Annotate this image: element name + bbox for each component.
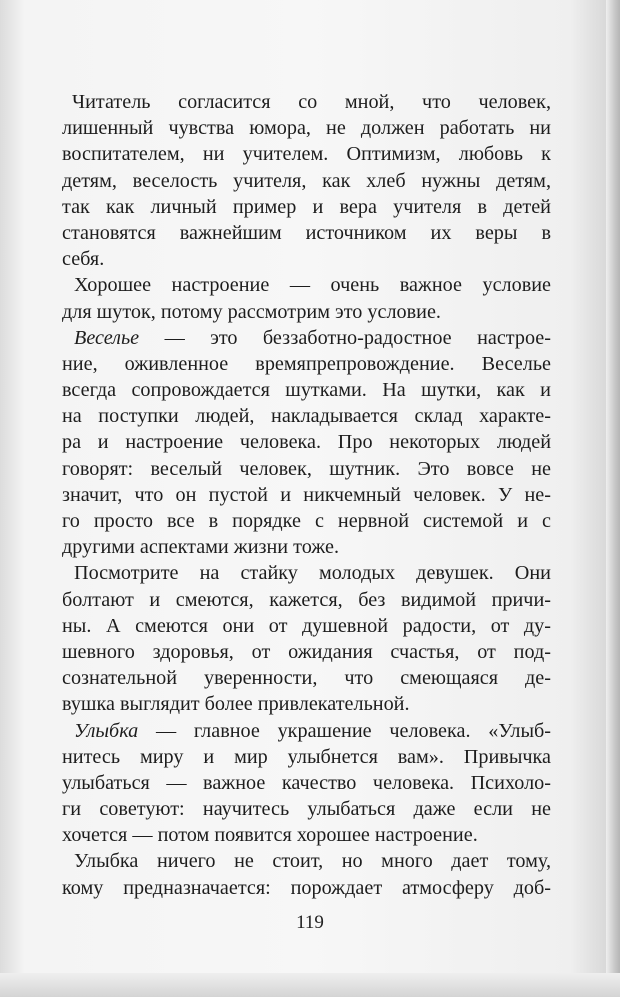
- text-line: другими аспектами жизни тоже.: [62, 536, 339, 559]
- text-line: сознательной уверенности, что смеющаяся де-: [62, 667, 551, 690]
- text-line: значит, что он пустой и никчемный человек. У не-: [62, 483, 551, 506]
- text-line: нитесь миру и мир улыбнется вам». Привычка: [62, 745, 551, 768]
- text-line-rest: — главное украшение человека. «Улыб-: [138, 719, 551, 742]
- term-vesele: Веселье: [74, 326, 140, 349]
- text-line: вушка выглядит более привлекательной.: [62, 693, 410, 716]
- text-line: шевного здоровья, от ожидания счастья, от под-: [62, 640, 551, 663]
- text-line: болтают и смеются, кажется, без видимой причи-: [62, 588, 551, 611]
- text-line: лишенный чувства юмора, не должен работать ни: [62, 117, 551, 140]
- page-bottom-edge: [0, 973, 620, 997]
- text-line: Посмотрите на стайку молодых девушек. Они: [74, 562, 551, 585]
- text-line: [62, 325, 551, 351]
- text-line: на поступки людей, накладывается склад характе-: [62, 405, 551, 428]
- text-line-rest: — это беззаботно-радостное настрое-: [139, 326, 551, 349]
- text-line: становятся важнейшим источником их веры в: [62, 221, 551, 244]
- text-line: ние, оживленное времяпрепровождение. Веселье: [62, 352, 551, 375]
- text-line: Улыбка ничего не стоит, но много дает тому,: [74, 850, 551, 873]
- text-line: воспитателем, ни учителем. Оптимизм, любовь к: [62, 143, 551, 166]
- text-line: говорят: веселый человек, шутник. Это вовсе не: [62, 457, 551, 480]
- text-line: ги советуют: научитесь улыбаться даже если не: [62, 798, 551, 821]
- text-line: хочется — потом появится хорошее настроение.: [62, 824, 478, 847]
- text-line: улыбаться — важное качество человека. Психоло-: [62, 771, 551, 794]
- text-line: всегда сопровождается шутками. На шутки, как и: [62, 379, 551, 402]
- text-line: [62, 718, 551, 744]
- text-line: ра и настроение человека. Про некоторых людей: [62, 431, 551, 454]
- text-line: себя.: [62, 248, 105, 271]
- page-number: 119: [296, 912, 324, 933]
- text-line: так как личный пример и вера учителя в детей: [62, 195, 551, 218]
- body-text: [62, 89, 551, 901]
- term-ulybka: Улыбка: [74, 719, 139, 742]
- text-line: Читатель согласится со мной, что человек,: [72, 91, 551, 113]
- text-line: кому предназначается: порождает атмосферу доб-: [62, 876, 551, 899]
- text-line: го просто все в порядке с нервной системой и с: [62, 510, 551, 532]
- page-edge-shadow: [606, 0, 620, 997]
- text-line: Хорошее настроение — очень важное условие: [74, 274, 551, 297]
- text-line: для шуток, потому рассмотрим это условие.: [62, 300, 441, 323]
- text-line: детям, веселость учителя, как хлеб нужны детям,: [62, 169, 551, 192]
- text-line: ны. А смеются они от душевной радости, от ду-: [62, 614, 551, 637]
